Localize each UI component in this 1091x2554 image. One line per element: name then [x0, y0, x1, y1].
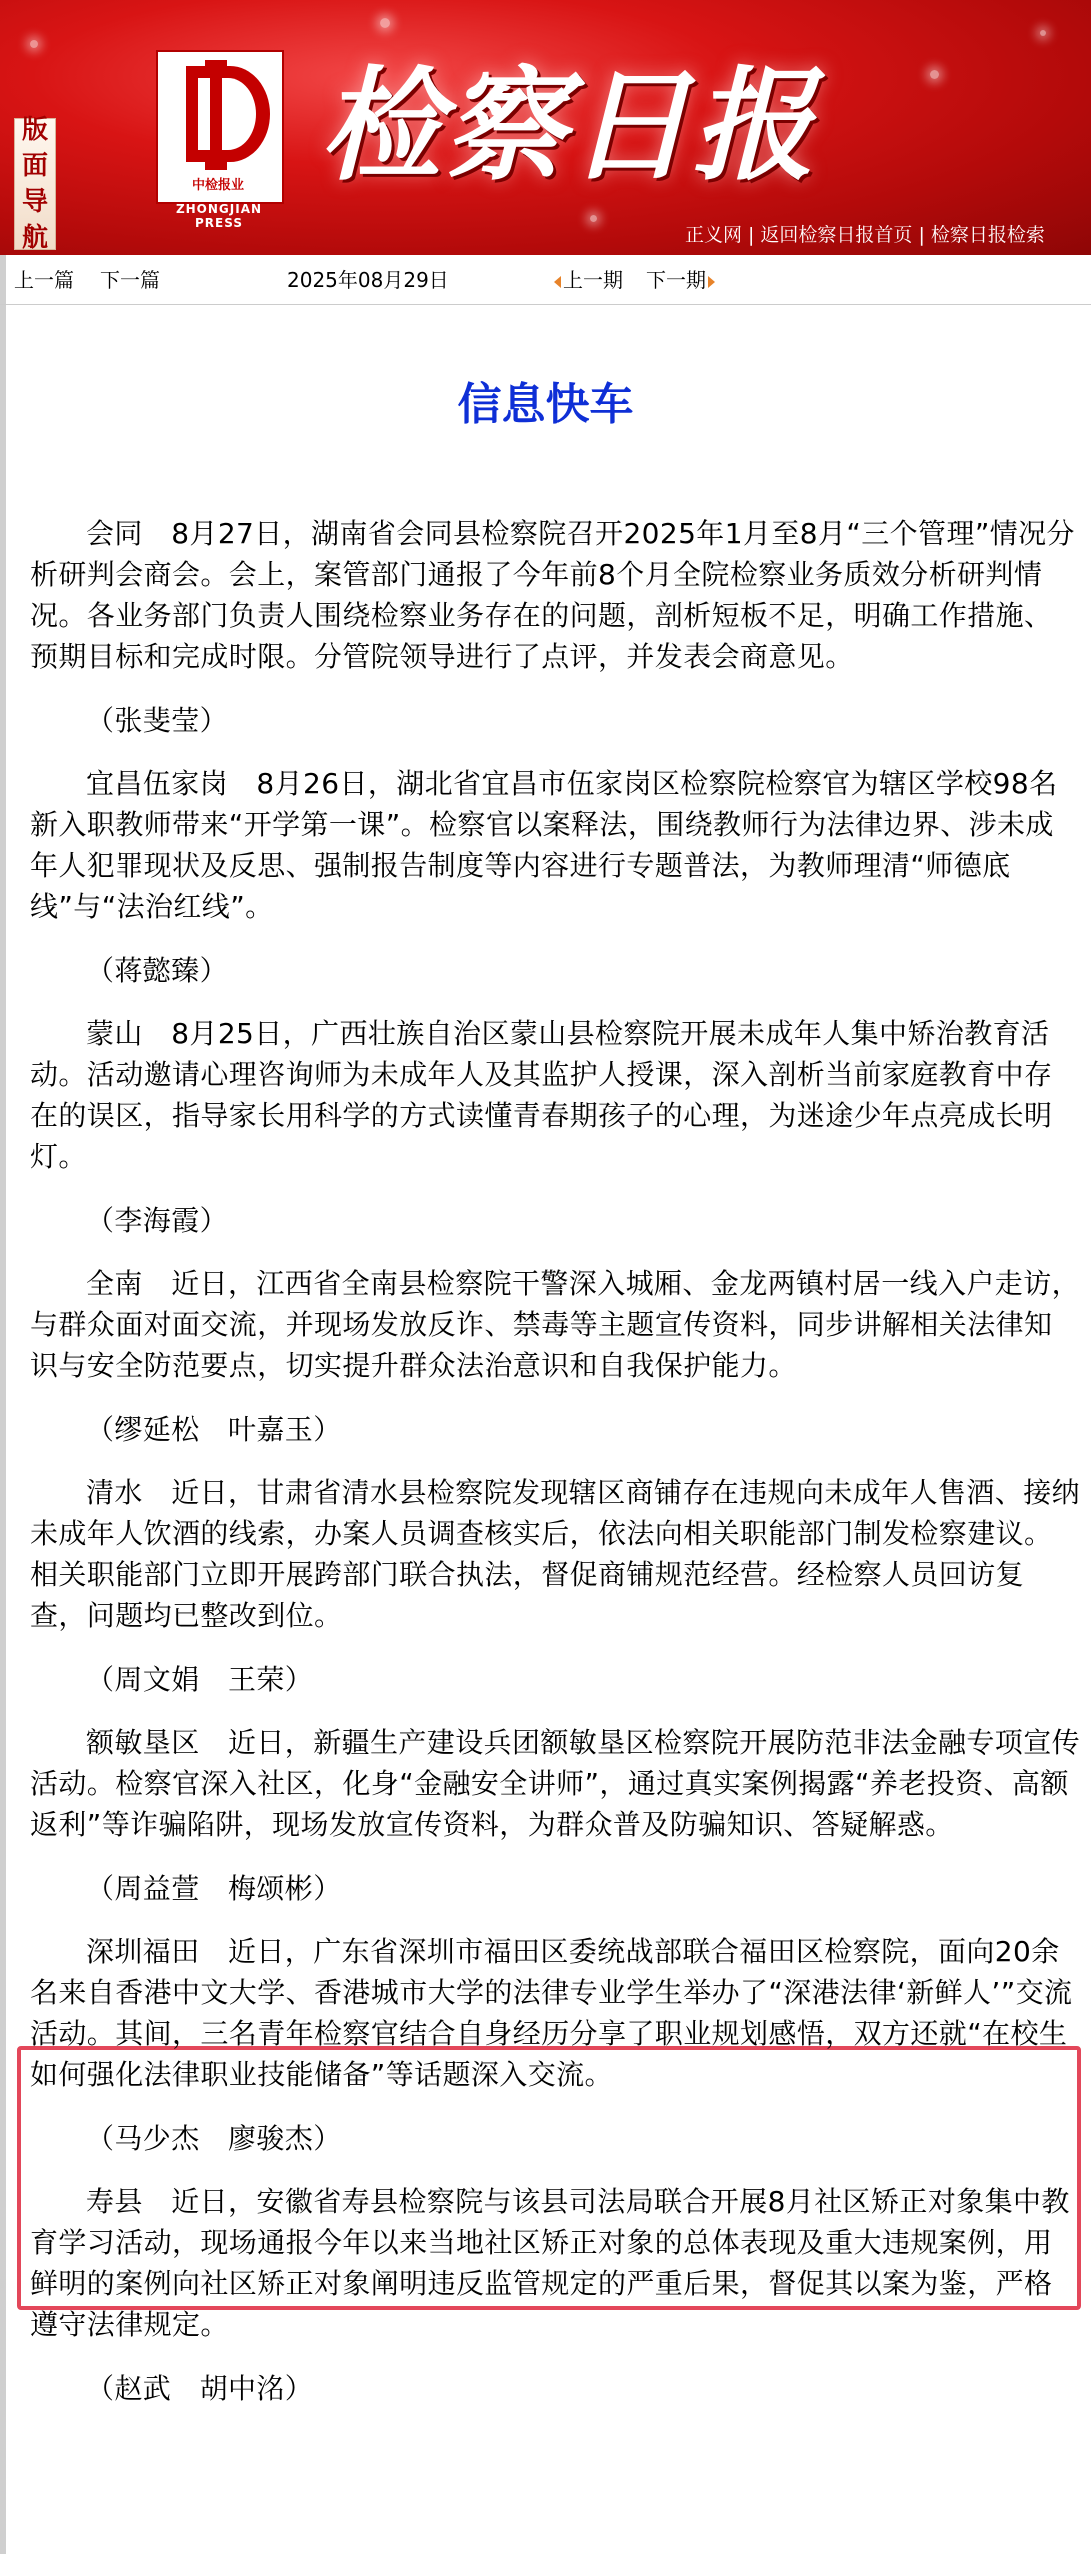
- issue-date: 2025年08月29日: [287, 268, 449, 292]
- news-item-byline-highlighted: （马少杰 廖骏杰）: [86, 2122, 342, 2155]
- arrow-left-icon: [554, 276, 561, 288]
- prev-issue-label: 上一期: [563, 268, 623, 292]
- svg-text:中检报业: 中检报业: [191, 178, 245, 193]
- nav-tab-char: 版: [21, 115, 48, 145]
- article-title: 信息快车: [457, 379, 634, 430]
- news-item-byline: （李海霞）: [86, 1204, 229, 1237]
- news-item-text-highlighted: 深圳福田 近日，广东省深圳市福田区委统战部联合福田区检察院，面向20余名来自香港中文大学、香港城市大学的法律专业学生举办了“深港法律‘新鲜人’”交流活动。其间，三名青年检察官结合自身经历分享了职业规划感悟，双方还就“在校生如何强化法律职业技能储备”等话题深入交流。: [30, 1935, 1073, 2091]
- nav-tab-char: 航: [21, 223, 48, 253]
- news-item-byline: （周文娟 王荣）: [86, 1663, 314, 1696]
- link-zhengyi[interactable]: 正义网: [685, 224, 743, 246]
- news-item-text: 会同 8月27日，湖南省会同县检察院召开2025年1月至8月“三个管理”情况分析研判会商会。会上，案管部门通报了今年前8个月全院检察业务质效分析研判情况。各业务部门负责人围绕检察业务存在的问题，剖析短板不足，明确工作措施、预期目标和完成时限。分管院领导进行了点评，并发表会商意见。: [30, 517, 1075, 673]
- press-logo-subtitle: ZHONGJIAN PRESS: [175, 202, 263, 230]
- prev-article-link[interactable]: 上一篇: [14, 268, 74, 292]
- prev-issue-link[interactable]: [554, 256, 623, 304]
- news-item-byline: （周益萱 梅颂彬）: [86, 1872, 342, 1905]
- news-item-text: 蒙山 8月25日，广西壮族自治区蒙山县检察院开展未成年人集中矫治教育活动。活动邀请心理咨询师为未成年人及其监护人授课，深入剖析当前家庭教育中存在的误区，指导家长用科学的方式读懂青春期孩子的心理，为迷途少年点亮成长明灯。: [30, 1017, 1053, 1173]
- masthead-banner: [0, 0, 1091, 255]
- nav-tab-char: 面: [21, 151, 48, 181]
- next-article-link[interactable]: 下一篇: [100, 268, 160, 292]
- news-item-text: 宜昌伍家岗 8月26日，湖北省宜昌市伍家岗区检察院检察官为辖区学校98名新入职教师带来“开学第一课”。检察官以案释法，围绕教师行为法律边界、涉未成年人犯罪现状及反思、强制报告制度等内容进行专题普法，为教师理清“师德底线”与“法治红线”。: [30, 767, 1058, 923]
- news-item-text: 寿县 近日，安徽省寿县检察院与该县司法局联合开展8月社区矫正对象集中教育学习活动，现场通报今年以来当地社区矫正对象的总体表现及重大违规案例，用鲜明的案例向社区矫正对象阐明违反监管规定的严重后果，督促其以案为鉴，严格遵守法律规定。: [30, 2185, 1070, 2341]
- article-body: [30, 513, 1080, 2409]
- news-item-text: 全南 近日，江西省全南县检察院干警深入城厢、金龙两镇村居一线入户走访，与群众面对面交流，并现场发放反诈、禁毒等主题宣传资料，同步讲解相关法律知识与安全防范要点，切实提升群众法治意识和自我保护能力。: [30, 1267, 1081, 1382]
- news-item-text: 额敏垦区 近日，新疆生产建设兵团额敏垦区检察院开展防范非法金融专项宣传活动。检察官深入社区，化身“金融安全讲师”，通过真实案例揭露“养老投资、高额返利”等诈骗陷阱，现场发放宣传资料，为群众普及防骗知识、答疑解惑。: [30, 1726, 1081, 1841]
- news-item-byline: （赵武 胡中洺）: [86, 2372, 314, 2405]
- issue-nav-bar: [0, 256, 1091, 305]
- nav-tab-char: 导: [21, 187, 48, 217]
- news-item-byline: （蒋懿臻）: [86, 954, 229, 987]
- link-home[interactable]: 返回检察日报首页: [760, 224, 913, 246]
- next-issue-label: 下一期: [646, 268, 706, 292]
- press-logo: [156, 50, 284, 204]
- news-item-byline: （缪延松 叶嘉玉）: [86, 1413, 342, 1446]
- arrow-right-icon: [708, 276, 715, 288]
- press-logo-icon: [158, 52, 278, 198]
- section-nav-tab[interactable]: [14, 115, 56, 253]
- news-item-text: 清水 近日，甘肃省清水县检察院发现辖区商铺存在违规向未成年人售酒、接纳未成年人饮酒的线索，办案人员调查核实后，依法向相关职能部门制发检察建议。相关职能部门立即开展跨部门联合执法，督促商铺规范经营。经检察人员回访复查，问题均已整改到位。: [30, 1476, 1081, 1632]
- newspaper-masthead: 检察日报: [320, 53, 816, 197]
- link-search[interactable]: 检察日报检索: [930, 224, 1045, 246]
- top-links: 正义网 | 返回检察日报首页 | 检察日报检索: [685, 224, 1045, 246]
- next-issue-link[interactable]: [646, 256, 715, 304]
- news-item-byline: （张斐莹）: [86, 704, 229, 737]
